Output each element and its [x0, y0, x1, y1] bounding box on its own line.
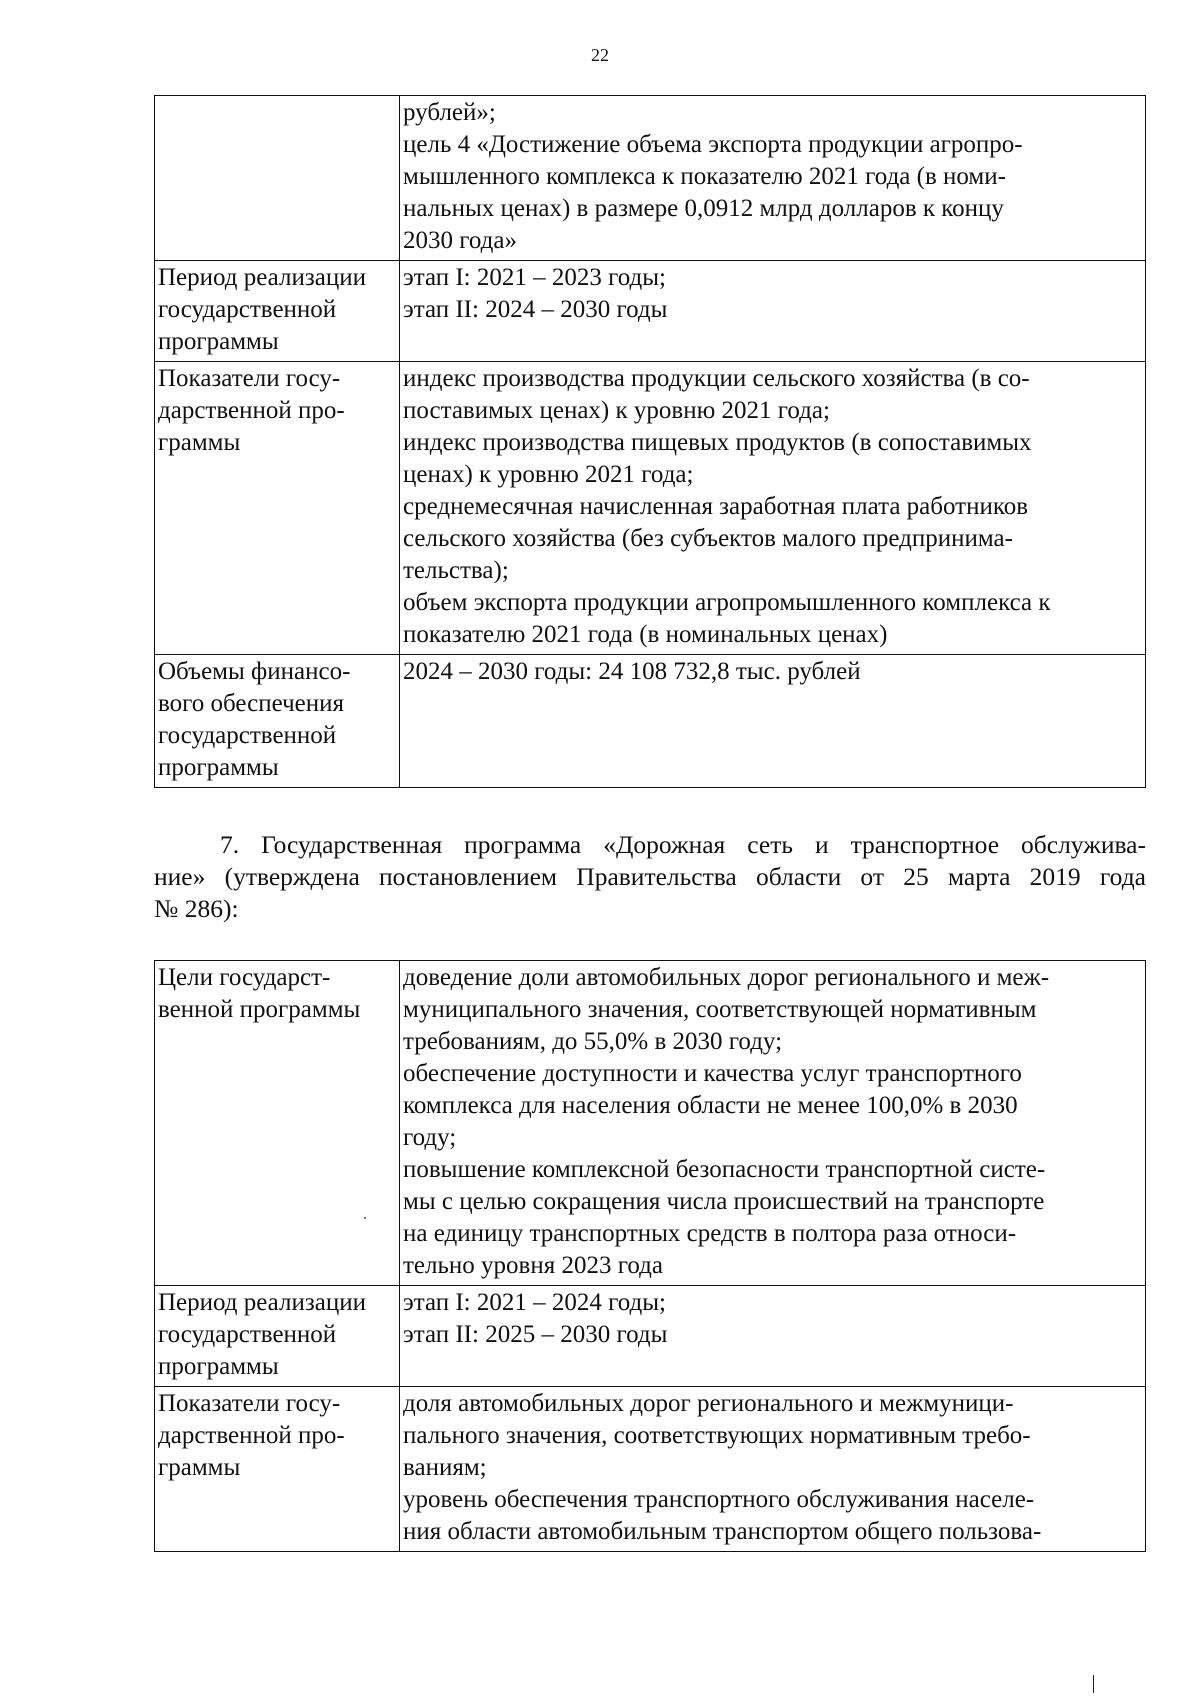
value-line: на единицу транспортных средств в полтора раза относи- — [403, 1220, 1017, 1247]
value-line: этап II: 2024 – 2030 годы — [403, 296, 668, 323]
label-cell — [155, 961, 400, 1286]
value-line: этап I: 2021 – 2024 годы; — [403, 1289, 667, 1316]
label-line: Объемы финансо- — [158, 658, 351, 685]
value-cell — [400, 1387, 1146, 1552]
value-line: году; — [403, 1124, 457, 1151]
section-7-heading — [154, 829, 1146, 925]
section-7-heading-line: № 286): — [154, 894, 239, 923]
value-line: 2030 года» — [403, 227, 517, 254]
value-line: уровень обеспечения транспортного обслуживания населе- — [403, 1486, 1035, 1513]
label-cell — [155, 1387, 400, 1552]
value-line: повышение комплексной безопасности транспортной систе- — [403, 1156, 1046, 1183]
value-line: индекс производства продукции сельского хозяйства (в со- — [403, 365, 1030, 392]
value-cell — [400, 261, 1146, 362]
value-line: обеспечение доступности и качества услуг транспортного — [403, 1060, 1022, 1087]
value-cell — [400, 362, 1146, 655]
table-row — [155, 362, 1146, 655]
label-cell — [155, 655, 400, 788]
value-cell — [400, 655, 1146, 788]
value-line: нальных ценах) в размере 0,0912 млрд долларов к концу — [403, 195, 1004, 222]
scan-edge-mark — [1093, 1675, 1094, 1693]
value-line: ния области автомобильным транспортом общего пользова- — [403, 1518, 1042, 1545]
table-row — [155, 96, 1146, 261]
label-cell — [155, 362, 400, 655]
table-row — [155, 261, 1146, 362]
value-line: 2024 – 2030 годы: 24 108 732,8 тыс. рублей — [403, 658, 861, 685]
value-line: сельского хозяйства (без субъектов малого предпринима- — [403, 525, 1013, 552]
section-7-heading-line: ние» (утверждена постановлением Правительства области от 25 марта 2019 года — [154, 862, 1146, 891]
value-cell — [400, 96, 1146, 261]
label-line: государственной — [158, 1321, 337, 1348]
value-line: доля автомобильных дорог регионального и межмуници- — [403, 1390, 1014, 1417]
value-line: мышленного комплекса к показателю 2021 года (в номи- — [403, 163, 1006, 190]
value-line: мы с целью сокращения числа происшествий на транспорте — [403, 1188, 1045, 1215]
label-line: государственной — [158, 296, 337, 323]
value-line: ваниям; — [403, 1454, 487, 1481]
value-line: рублей»; — [403, 99, 496, 126]
value-line: тельно уровня 2023 года — [403, 1252, 663, 1279]
label-line: программы — [158, 754, 279, 781]
label-line: дарственной про- — [158, 397, 345, 424]
label-line: Показатели госу- — [158, 365, 341, 392]
value-line: этап II: 2025 – 2030 годы — [403, 1321, 668, 1348]
value-line: показателю 2021 года (в номинальных ценах) — [403, 621, 888, 648]
value-line: поставимых ценах) к уровню 2021 года; — [403, 397, 830, 424]
scan-speck — [364, 1217, 366, 1219]
label-cell — [155, 1286, 400, 1387]
value-line: требованиям, до 55,0% в 2030 году; — [403, 1028, 783, 1055]
value-cell — [400, 1286, 1146, 1387]
page-number: 22 — [591, 45, 609, 65]
label-line: венной программы — [158, 996, 361, 1023]
value-line: объем экспорта продукции агропромышленного комплекса к — [403, 589, 1051, 616]
value-line: пального значения, соответствующих нормативным требо- — [403, 1422, 1031, 1449]
label-line: государственной — [158, 722, 337, 749]
label-line: программы — [158, 328, 279, 355]
program-6-passport-table — [154, 95, 1146, 788]
value-line: доведение доли автомобильных дорог регионального и меж- — [403, 964, 1050, 991]
value-line: индекс производства пищевых продуктов (в сопоставимых — [403, 429, 1032, 456]
table-row — [155, 1387, 1146, 1552]
value-line: среднемесячная начисленная заработная плата работников — [403, 493, 1029, 520]
value-line: комплекса для населения области не менее 100,0% в 2030 — [403, 1092, 1018, 1119]
value-line: тельства); — [403, 557, 509, 584]
label-line: Период реализации — [158, 264, 366, 291]
label-cell — [155, 261, 400, 362]
label-line: программы — [158, 1353, 279, 1380]
label-line: граммы — [158, 1454, 241, 1481]
label-cell — [155, 96, 400, 261]
label-line: граммы — [158, 429, 241, 456]
program-6-table-body — [155, 96, 1146, 788]
label-line: Период реализации — [158, 1289, 366, 1316]
label-line: вого обеспечения — [158, 690, 344, 717]
value-cell — [400, 961, 1146, 1286]
value-line: муниципального значения, соответствующей нормативным — [403, 996, 1037, 1023]
section-7-heading-line: 7. Государственная программа «Дорожная сеть и транспортное обслужива- — [220, 830, 1146, 859]
table-row — [155, 655, 1146, 788]
value-line: этап I: 2021 – 2023 годы; — [403, 264, 667, 291]
table-row — [155, 961, 1146, 1286]
program-7-passport-table — [154, 960, 1146, 1552]
value-line: ценах) к уровню 2021 года; — [403, 461, 694, 488]
label-line: Цели государст- — [158, 964, 331, 991]
table-row — [155, 1286, 1146, 1387]
label-line: Показатели госу- — [158, 1390, 341, 1417]
program-7-table-body — [155, 961, 1146, 1552]
label-line: дарственной про- — [158, 1422, 345, 1449]
value-line: цель 4 «Достижение объема экспорта продукции агропро- — [403, 131, 1023, 158]
